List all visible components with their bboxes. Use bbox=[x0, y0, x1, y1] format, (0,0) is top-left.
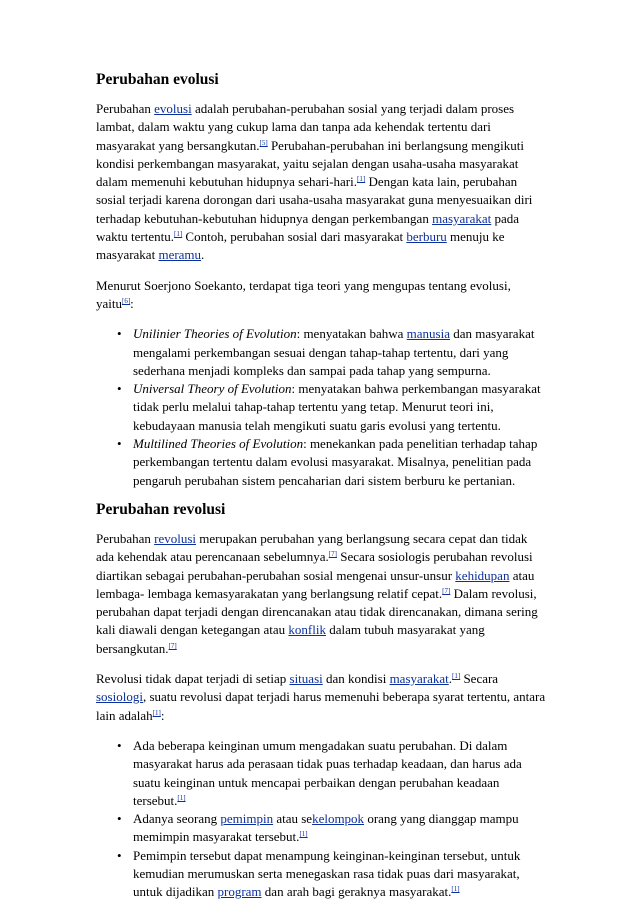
list-item bbox=[133, 325, 546, 380]
list-item bbox=[133, 737, 546, 810]
text: orang yang dianggap mampu memimpin masyarakat tersebut. bbox=[133, 811, 519, 845]
text: Revolusi tidak dapat terjadi di setiap bbox=[96, 671, 290, 687]
link-meramu[interactable]: meramu bbox=[158, 247, 202, 263]
reference-link[interactable]: [1] bbox=[177, 793, 186, 802]
list-item bbox=[133, 847, 546, 902]
text: merupakan perubahan yang berlangsung secara cepat dan tidak ada kehendak atau perencanaan sebelumnya. bbox=[96, 530, 528, 565]
paragraph-evolusi-theories-intro bbox=[96, 277, 546, 314]
link-evolusi[interactable]: evolusi bbox=[154, 101, 192, 116]
reference-link[interactable]: [7] bbox=[328, 550, 337, 559]
section-heading-revolusi: Perubahan revolusi bbox=[96, 500, 226, 518]
link-masyarakat[interactable]: masyarakat bbox=[432, 210, 492, 226]
text: dalam tubuh masyarakat yang bersangkutan. bbox=[96, 622, 485, 656]
text: atau lembaga- lembaga kemasyarakatan yang berlangsung relatif cepat. bbox=[96, 567, 535, 601]
link-kelompok[interactable]: kelompok bbox=[312, 811, 365, 827]
paragraph-revolusi-conditions-intro bbox=[96, 670, 546, 725]
text: : bbox=[130, 295, 134, 311]
link-situasi[interactable]: situasi bbox=[289, 671, 323, 687]
link-konflik[interactable]: konflik bbox=[288, 622, 326, 638]
text: . bbox=[201, 247, 205, 263]
list-item bbox=[133, 810, 546, 847]
document-page bbox=[96, 70, 546, 910]
revolusi-conditions-list bbox=[96, 737, 546, 902]
text: Contoh, perubahan sosial dari masyarakat bbox=[182, 229, 407, 245]
text: : menyatakan bahwa bbox=[296, 326, 407, 342]
text: : bbox=[160, 707, 165, 723]
theory-term: Universal Theory of Evolution bbox=[133, 381, 292, 397]
link-sosiologi[interactable]: sosiologi bbox=[96, 689, 143, 705]
reference-link[interactable]: [7] bbox=[168, 641, 177, 650]
link-revolusi[interactable]: revolusi bbox=[154, 530, 197, 546]
text: dan kondisi bbox=[322, 671, 390, 687]
theory-term: Multilined Theories of Evolution bbox=[133, 436, 304, 452]
link-program[interactable]: program bbox=[217, 884, 262, 900]
section-heading-evolusi: Perubahan evolusi bbox=[96, 71, 219, 88]
text: : menekankan pada penelitian terhadap tahap perkembangan tertentu dalam evolusi masyarakat. Misalnya, penelitian pada pengaruh perubahan sistem pencaharian dari sistem berburu ke pertanian. bbox=[133, 436, 538, 488]
link-pemimpin[interactable]: pemimpin bbox=[220, 811, 274, 827]
text: Menurut Soerjono Soekanto, terdapat tiga teori yang mengupas tentang evolusi, yaitu bbox=[96, 277, 511, 311]
text: pada waktu tertentu. bbox=[96, 210, 520, 245]
text: Secara sosiologis perubahan revolusi diartikan sebagai perubahan-perubahan sosial mengenai unsur-unsur bbox=[96, 549, 533, 583]
reference-link[interactable]: [1] bbox=[299, 830, 308, 839]
reference-link[interactable]: [6] bbox=[122, 296, 131, 305]
theory-term: Unilinier Theories of Evolution bbox=[133, 326, 297, 342]
text: Secara bbox=[460, 671, 499, 687]
text: Perubahan bbox=[96, 530, 155, 546]
list-item bbox=[133, 380, 546, 435]
reference-link[interactable]: [7] bbox=[442, 586, 451, 595]
text: Ada beberapa keinginan umum mengadakan suatu perubahan. Di dalam masyarakat harus ada perasaan tidak puas terhadap keadaan, dan harus ada suatu keinginan untuk mencapai perbaikan dengan perubahan keadaan tersebut. bbox=[133, 737, 522, 808]
reference-link[interactable]: [1] bbox=[452, 672, 461, 681]
text: Adanya seorang bbox=[133, 811, 221, 827]
text: dan masyarakat mengalami perkembangan sesuai dengan tahap-tahap tertentu, dari yang sederhana menjadi kompleks dan sampai pada tahap yang sempurna. bbox=[133, 326, 535, 378]
text: adalah perubahan-perubahan sosial yang terjadi dalam proses lambat, dalam waktu yang cukup lama dan tanpa ada kehendak tertentu dari masyarakat yang bersangkutan. bbox=[96, 101, 515, 153]
text: menuju ke masyarakat bbox=[96, 229, 505, 263]
list-item bbox=[133, 435, 546, 490]
paragraph-evolusi-definition bbox=[96, 100, 546, 265]
text: Perubahan-perubahan ini berlangsung mengikuti kondisi perkembangan masyarakat, yaitu sejalan dengan usaha-usaha masyarakat dalam memenuhi kebutuhan hidupnya sehari-hari. bbox=[96, 137, 525, 190]
link-masyarakat[interactable]: masyarakat bbox=[389, 671, 449, 687]
reference-link[interactable]: [1] bbox=[152, 708, 161, 717]
text: : menyatakan bahwa perkembangan masyarakat tidak perlu melalui tahap-tahap tertentu yang tetap. Menurut teori ini, kebudayaan manusia telah mengikuti suatu garis evolusi yang tertentu. bbox=[133, 381, 541, 433]
text: dan arah bagi geraknya masyarakat. bbox=[261, 884, 452, 900]
text: . bbox=[448, 671, 453, 687]
reference-link[interactable]: [1] bbox=[173, 230, 183, 239]
text: Dengan kata lain, perubahan sosial terjadi karena dorongan dari usaha-usaha masyarakat guna menyesuaikan diri terhadap kebutuhan-kebutuhan hidupnya dengan perkembangan bbox=[96, 174, 533, 226]
paragraph-revolusi-definition bbox=[96, 530, 546, 658]
text: atau se bbox=[273, 811, 313, 827]
text: Pemimpin tersebut dapat menampung keinginan-keinginan tersebut, untuk kemudian merumuskan serta menegaskan rasa tidak puas dari masyarakat, untuk dijadikan bbox=[133, 847, 521, 900]
text: , suatu revolusi dapat terjadi harus memenuhi beberapa syarat tertentu, antara lain adalah bbox=[96, 689, 546, 723]
reference-link[interactable]: [1] bbox=[451, 885, 460, 894]
evolusi-theories-list bbox=[96, 325, 546, 490]
text: Perubahan bbox=[96, 101, 155, 116]
text: Dalam revolusi, perubahan dapat terjadi dengan direncanakan atau tidak direncanakan, dimana sering kali diawali dengan ketegangan atau bbox=[96, 585, 538, 638]
link-manusia[interactable]: manusia bbox=[406, 326, 450, 342]
link-kehidupan[interactable]: kehidupan bbox=[455, 567, 510, 583]
reference-link[interactable]: [1] bbox=[357, 175, 366, 184]
link-berburu[interactable]: berburu bbox=[406, 229, 447, 245]
reference-link[interactable]: [5] bbox=[259, 138, 268, 147]
